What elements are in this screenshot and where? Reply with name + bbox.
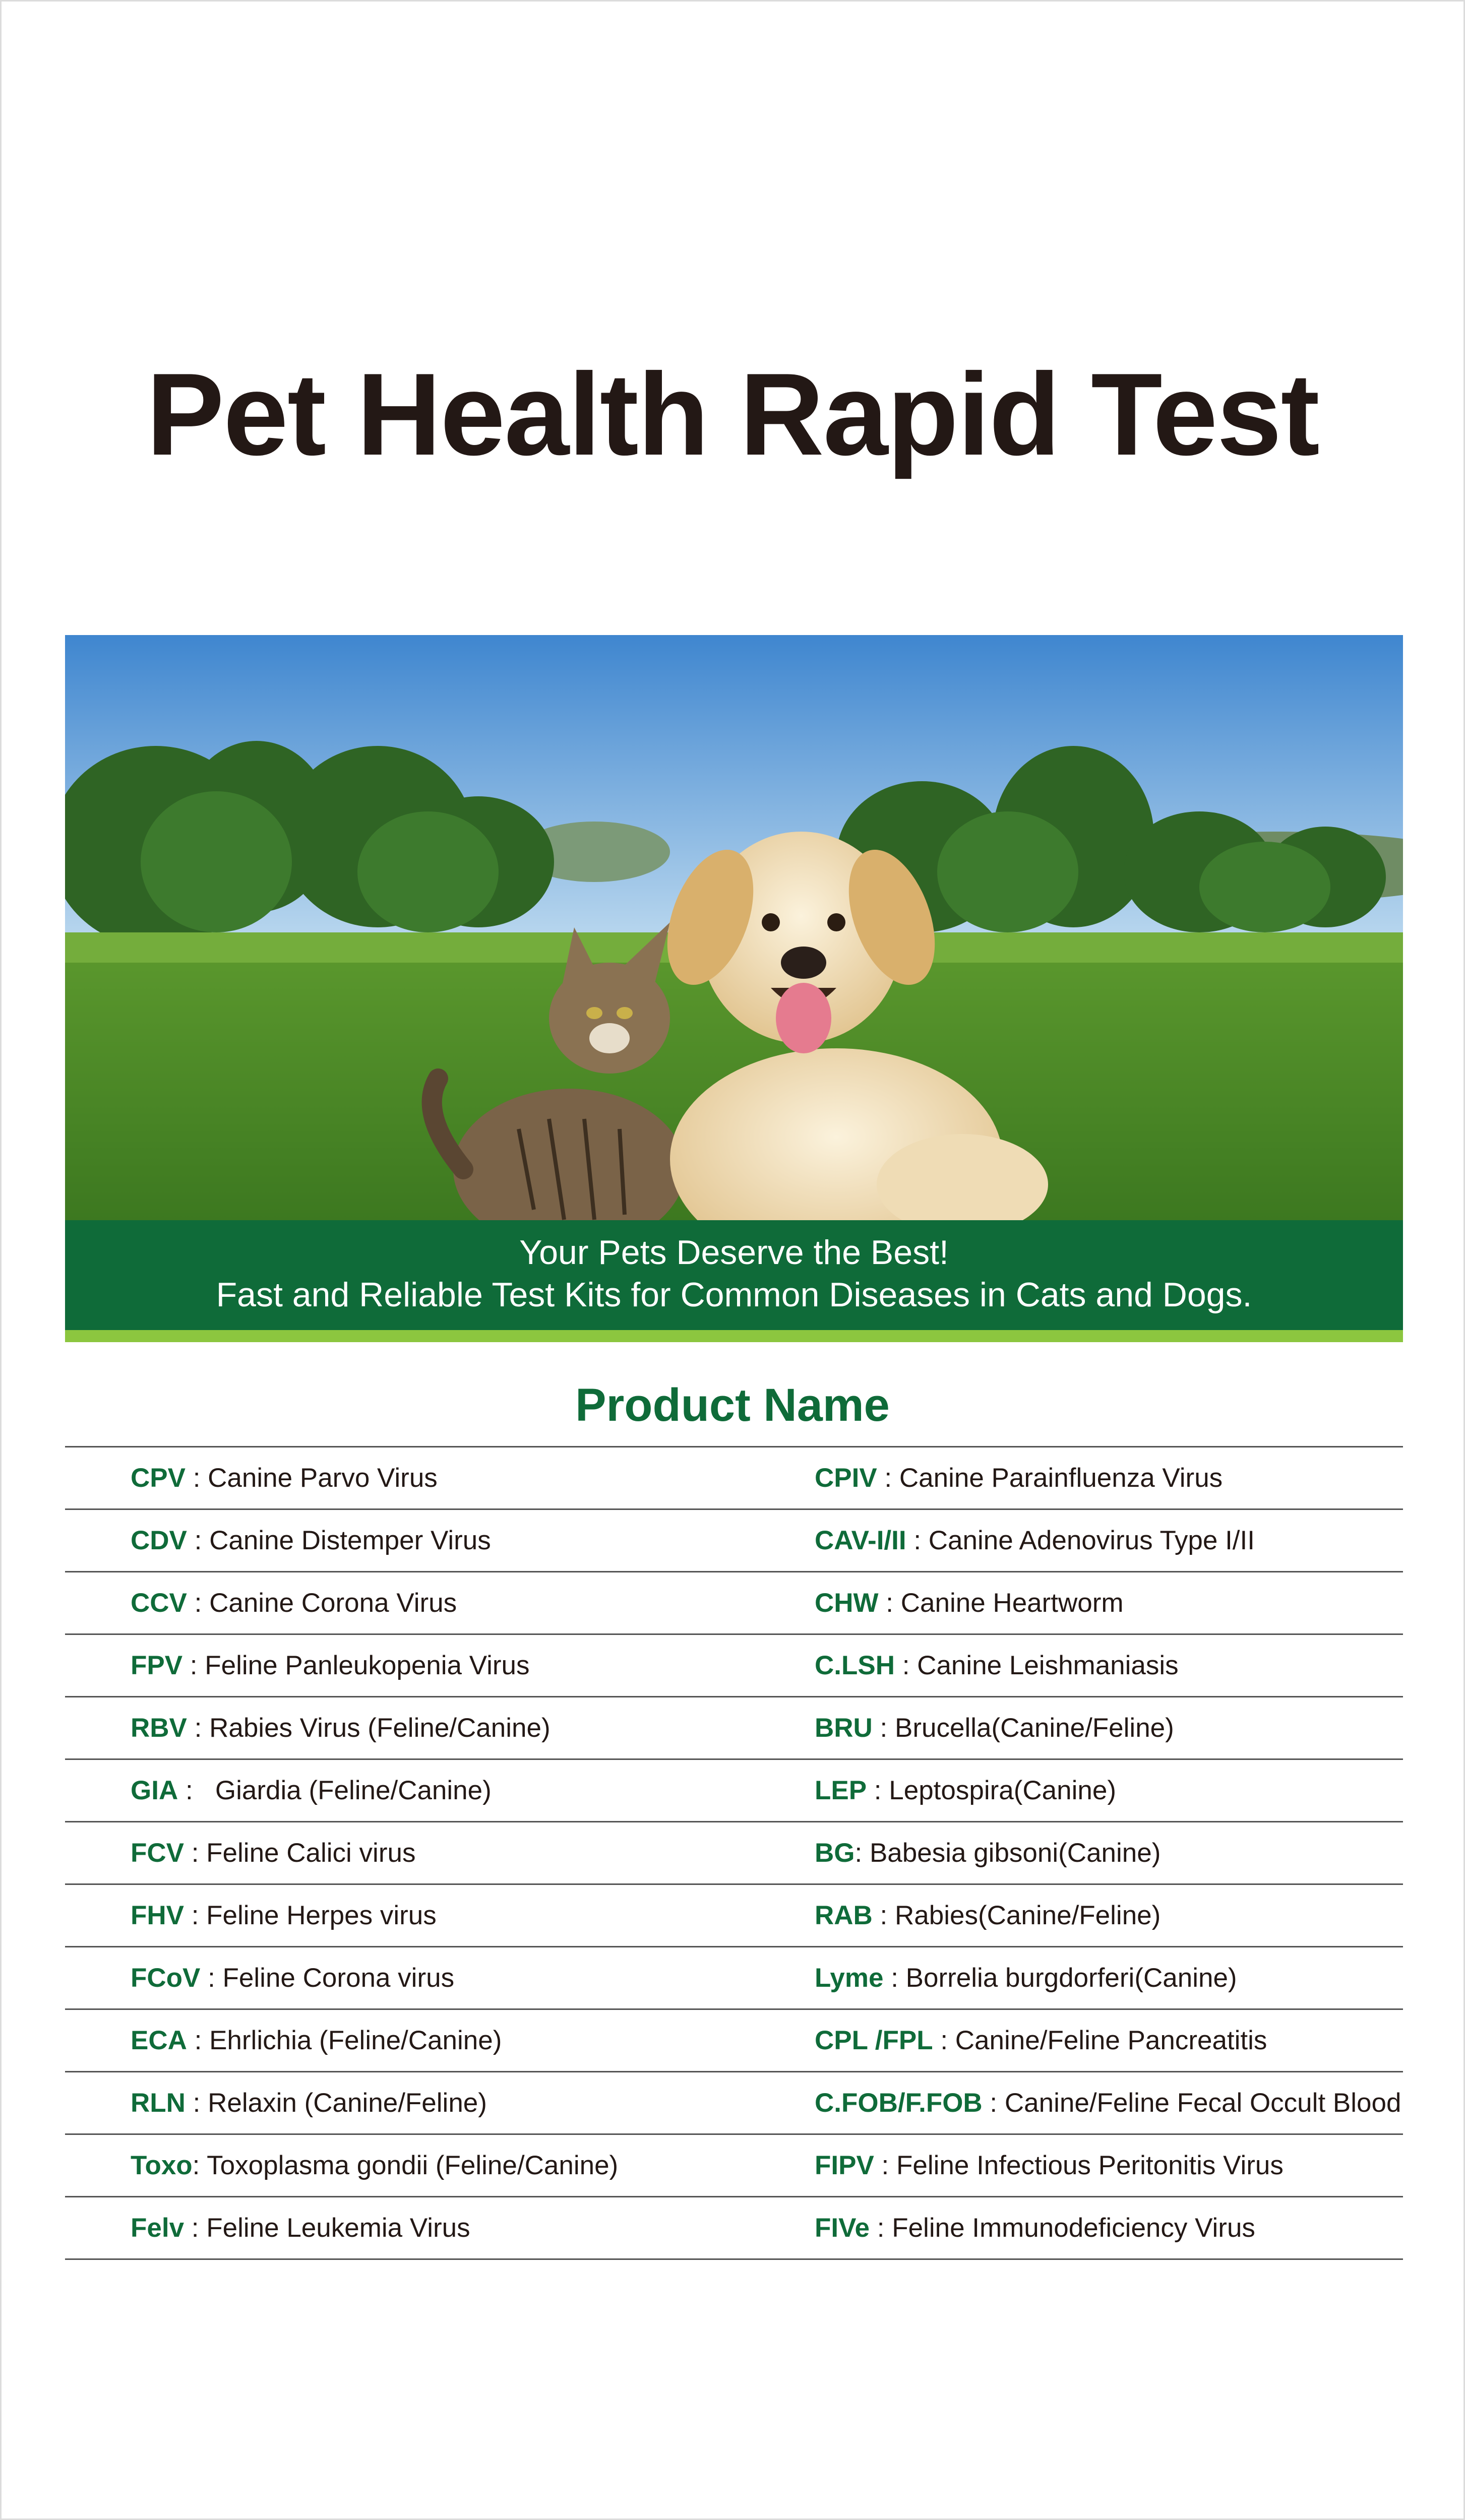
product-desc: : Babesia gibsoni(Canine) xyxy=(854,1838,1161,1868)
tagline-line-2: Fast and Reliable Test Kits for Common Diseases in Cats and Dogs. xyxy=(216,1276,1252,1314)
product-code: RAB xyxy=(815,1901,873,1930)
product-code: FCV xyxy=(131,1838,184,1868)
product-desc: : Feline Herpes virus xyxy=(184,1901,437,1930)
table-row xyxy=(65,1447,1403,1510)
product-code: FPV xyxy=(131,1651,183,1680)
product-code: C.LSH xyxy=(815,1651,895,1680)
product-table xyxy=(65,1446,1403,2260)
product-code: Felv xyxy=(131,2213,185,2243)
product-code: FHV xyxy=(131,1901,184,1930)
product-desc: : Canine Adenovirus Type I/II xyxy=(906,1526,1255,1555)
product-desc: : Toxoplasma gondii (Feline/Canine) xyxy=(192,2151,619,2180)
product-cell xyxy=(65,2150,734,2181)
product-code: BG xyxy=(815,1838,855,1868)
product-desc: : Canine/Feline Fecal Occult Blood xyxy=(982,2088,1401,2118)
tagline-line-1: Your Pets Deserve the Best! xyxy=(519,1233,949,1272)
product-desc: : Canine Leishmaniasis xyxy=(895,1651,1179,1680)
product-code: C.FOB/F.FOB xyxy=(815,2088,983,2118)
product-desc: : Feline Corona virus xyxy=(200,1963,455,1993)
table-row xyxy=(65,2072,1403,2135)
table-row xyxy=(65,2197,1403,2260)
product-code: FIVe xyxy=(815,2213,870,2243)
product-code: CHW xyxy=(815,1588,879,1618)
product-cell xyxy=(734,1713,1403,1743)
table-row xyxy=(65,1510,1403,1572)
product-desc: : Ehrlichia (Feline/Canine) xyxy=(187,2026,502,2055)
product-cell xyxy=(734,1963,1403,1993)
table-row xyxy=(65,2010,1403,2072)
product-desc: : Rabies(Canine/Feline) xyxy=(872,1901,1161,1930)
table-row xyxy=(65,1947,1403,2010)
product-code: CPIV xyxy=(815,1463,877,1493)
product-desc: : Brucella(Canine/Feline) xyxy=(872,1713,1174,1743)
tagline-banner xyxy=(65,1220,1403,1330)
product-cell xyxy=(65,1775,734,1806)
product-desc: : Canine Corona Virus xyxy=(187,1588,457,1618)
product-desc: : Leptospira(Canine) xyxy=(867,1776,1117,1805)
product-cell xyxy=(734,1463,1403,1493)
product-cell xyxy=(65,1463,734,1493)
product-desc: : Canine Parainfluenza Virus xyxy=(877,1463,1223,1493)
product-cell xyxy=(65,1900,734,1931)
product-cell xyxy=(65,1838,734,1868)
product-desc: : Feline Infectious Peritonitis Virus xyxy=(874,2151,1284,2180)
product-desc: : Rabies Virus (Feline/Canine) xyxy=(187,1713,551,1743)
product-code: ECA xyxy=(131,2026,187,2055)
product-code: Lyme xyxy=(815,1963,884,1993)
section-title: Product Name xyxy=(575,1379,890,1431)
table-row xyxy=(65,1885,1403,1947)
table-row xyxy=(65,2135,1403,2197)
product-desc: : Feline Immunodeficiency Virus xyxy=(870,2213,1255,2243)
product-code: BRU xyxy=(815,1713,873,1743)
product-desc: : Feline Calici virus xyxy=(184,1838,416,1868)
product-desc: : Giardia (Feline/Canine) xyxy=(178,1776,492,1805)
product-cell xyxy=(734,2025,1403,2056)
product-code: FIPV xyxy=(815,2151,874,2180)
table-row xyxy=(65,1572,1403,1635)
product-cell xyxy=(65,1963,734,1993)
product-cell xyxy=(734,2150,1403,2181)
product-code: CPV xyxy=(131,1463,186,1493)
banner-accent-strip xyxy=(65,1330,1403,1342)
product-cell xyxy=(734,1900,1403,1931)
product-desc: : Canine/Feline Pancreatitis xyxy=(933,2026,1267,2055)
product-cell xyxy=(734,1775,1403,1806)
product-desc: : Canine Distemper Virus xyxy=(187,1526,491,1555)
product-cell xyxy=(734,2088,1403,2118)
product-desc: : Borrelia burgdorferi(Canine) xyxy=(883,1963,1237,1993)
product-desc: : Canine Heartworm xyxy=(878,1588,1124,1618)
product-cell xyxy=(65,2088,734,2118)
product-code: LEP xyxy=(815,1776,867,1805)
product-code: FCoV xyxy=(131,1963,201,1993)
product-desc: : Feline Panleukopenia Virus xyxy=(182,1651,530,1680)
table-row xyxy=(65,1760,1403,1822)
product-cell xyxy=(734,2213,1403,2243)
product-cell xyxy=(65,2213,734,2243)
product-desc: : Feline Leukemia Virus xyxy=(184,2213,470,2243)
product-code: CCV xyxy=(131,1588,187,1618)
product-desc: : Relaxin (Canine/Feline) xyxy=(185,2088,487,2118)
product-cell xyxy=(65,1713,734,1743)
page-title: Pet Health Rapid Test xyxy=(146,349,1319,480)
product-code: RLN xyxy=(131,2088,186,2118)
table-row xyxy=(65,1635,1403,1697)
product-code: Toxo xyxy=(131,2151,193,2180)
product-cell xyxy=(65,2025,734,2056)
product-cell xyxy=(65,1525,734,1556)
product-code: CAV-I/II xyxy=(815,1526,906,1555)
product-code: CPL /FPL xyxy=(815,2026,933,2055)
table-row xyxy=(65,1822,1403,1885)
product-cell xyxy=(734,1588,1403,1618)
product-cell xyxy=(734,1838,1403,1868)
table-row xyxy=(65,1697,1403,1760)
product-cell xyxy=(65,1650,734,1681)
product-code: CDV xyxy=(131,1526,187,1555)
product-code: RBV xyxy=(131,1713,187,1743)
product-desc: : Canine Parvo Virus xyxy=(185,1463,438,1493)
product-cell xyxy=(65,1588,734,1618)
product-cell xyxy=(734,1525,1403,1556)
product-code: GIA xyxy=(131,1776,178,1805)
product-cell xyxy=(734,1650,1403,1681)
